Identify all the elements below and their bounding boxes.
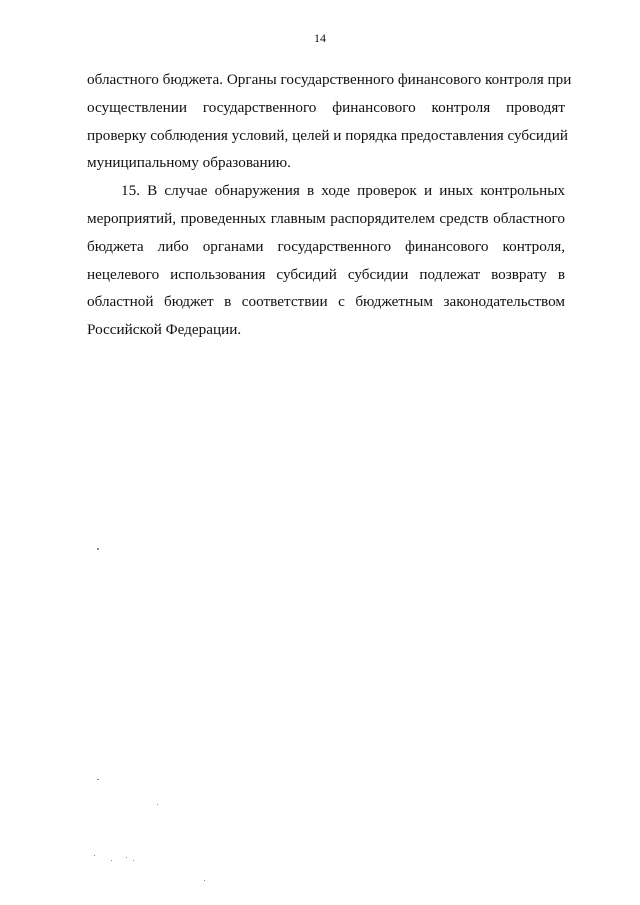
document-body — [87, 66, 572, 344]
text-line: областного бюджета. Органы государственного финансового контроля при — [87, 71, 572, 88]
text-line: мероприятий, проведенных главным распорядителем средств областного — [87, 209, 565, 227]
scan-speck — [133, 860, 134, 861]
text-line: осуществлении государственного финансового контроля проводят — [87, 98, 565, 116]
text-line: областной бюджет в соответствии с бюджетным законодательством — [87, 293, 565, 311]
text-line: нецелевого использования субсидий субсидии подлежат возврату в — [87, 265, 565, 283]
paragraph-14-continuation — [87, 66, 572, 177]
text-line: проверку соблюдения условий, целей и порядка предоставления субсидий — [87, 126, 569, 144]
scan-speck — [94, 855, 95, 856]
scan-speck — [111, 860, 112, 861]
page-number: 14 — [314, 31, 326, 45]
paragraph-15 — [87, 177, 565, 344]
text-line: 15. В случае обнаружения в ходе проверок и иных контрольных — [121, 182, 565, 200]
scan-speck — [204, 880, 205, 881]
scan-speck — [97, 548, 99, 550]
text-line: бюджета либо органами государственного финансового контроля, — [87, 237, 565, 255]
text-line: Российской Федерации. — [87, 321, 242, 339]
text-line: муниципальному образованию. — [87, 154, 291, 172]
scan-speck — [126, 857, 127, 858]
scan-speck — [97, 779, 99, 780]
scan-speck — [157, 804, 158, 805]
